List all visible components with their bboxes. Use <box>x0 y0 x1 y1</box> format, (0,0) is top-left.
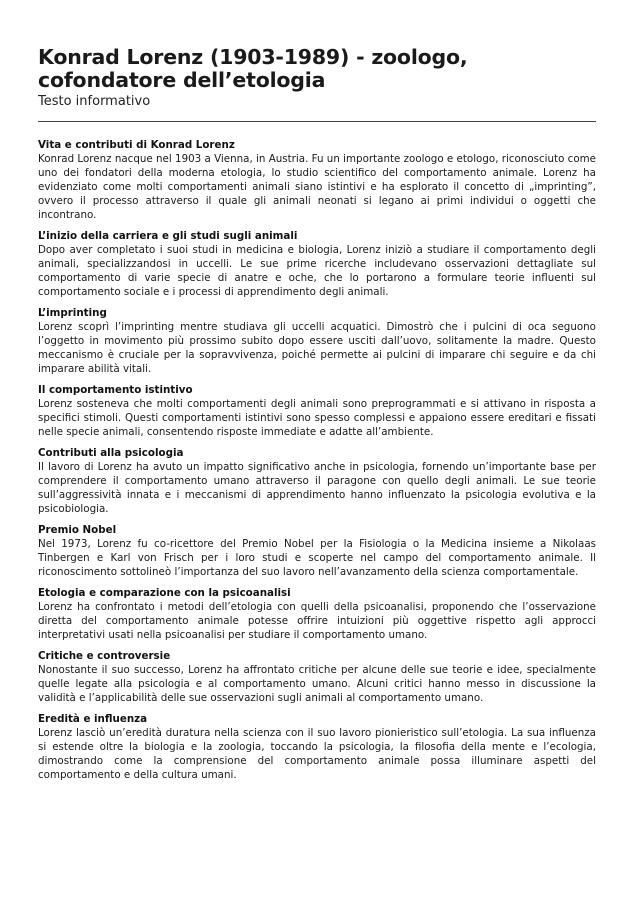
section-heading: Etologia e comparazione con la psicoanalisi <box>38 587 291 599</box>
section-eredita <box>38 712 596 782</box>
section-body: Lorenz ha confrontato i metodi dell’etologia con quelli della psicoanalisi, proponendo che l’osservazione diretta del comportamento animale potesse offrire intuizioni più oggettive rispetto agli approcci interpretativi usati nella psicoanalisi per studiare il comportamento umano. <box>38 601 596 641</box>
section-body: Lorenz scoprì l’imprinting mentre studiava gli uccelli acquatici. Dimostrò che i pulcini di oca seguono l’oggetto in movimento più prossimo subito dopo essere usciti dall’uovo, solitamente la madre. Questo meccanismo è cruciale per la sopravvivenza, poiché permette ai pulcini di imparare chi seguire e da chi imparare abilità vitali. <box>38 321 596 375</box>
section-heading: Contributi alla psicologia <box>38 447 184 459</box>
section-psicoanalisi <box>38 586 596 642</box>
section-heading: Premio Nobel <box>38 524 117 536</box>
section-psicologia <box>38 446 596 516</box>
document-page <box>38 46 596 789</box>
section-body: Nonostante il suo successo, Lorenz ha affrontato critiche per alcune delle sue teorie e idee, specialmente quelle legate alla psicologia e al comportamento umano. Alcuni critici hanno messo in discussione la validità e l’applicabilità delle sue osservazioni sugli animali al comportamento umano. <box>38 664 596 704</box>
section-inizio-carriera <box>38 229 596 299</box>
title-divider <box>38 121 596 122</box>
section-heading: Vita e contributi di Konrad Lorenz <box>38 139 235 151</box>
section-body: Dopo aver completato i suoi studi in medicina e biologia, Lorenz iniziò a studiare il comportamento degli animali, specializzandosi in uccelli. Le sue prime ricerche includevano osservazioni dettagliate sul comportamento di varie specie di anatre e oche, che lo portarono a formulare teorie influenti sul comportamento sociale e i processi di apprendimento degli animali. <box>38 244 596 298</box>
section-body: Lorenz sosteneva che molti comportamenti degli animali sono preprogrammati e si attivano in risposta a specifici stimoli. Questi comportamenti istintivi sono spesso complessi e appaiono essere ereditari e fissati nelle specie animali, consentendo risposte immediate e adatte all’ambiente. <box>38 398 596 438</box>
document-title: Konrad Lorenz (1903-1989) - zoologo, cofondatore dell’etologia <box>38 45 468 92</box>
section-body: Lorenz lasciò un’eredità duratura nella scienza con il suo lavoro pionieristico sull’etologia. La sua influenza si estende oltre la biologia e la zoologia, toccando la psicologia, la filosofia della mente e l’ecologia, dimostrando come la comprensione del comportamento animale possa illuminare aspetti del comportamento e della cultura umani. <box>38 727 596 781</box>
section-premio-nobel <box>38 523 596 579</box>
section-heading: L’inizio della carriera e gli studi sugli animali <box>38 230 298 242</box>
section-vita <box>38 138 596 222</box>
section-body: Nel 1973, Lorenz fu co-ricettore del Premio Nobel per la Fisiologia o la Medicina insieme a Nikolaas Tinbergen e Karl von Frisch per i loro studi e scoperte nel campo del comportamento animale. Il riconoscimento sottolineò l’importanza del suo lavoro nell’avanzamento della scienza comportamentale. <box>38 538 596 578</box>
section-heading: Il comportamento istintivo <box>38 384 193 396</box>
section-heading: L’imprinting <box>38 307 107 319</box>
section-heading: Eredità e influenza <box>38 713 148 725</box>
section-body: Konrad Lorenz nacque nel 1903 a Vienna, in Austria. Fu un importante zoologo e etologo, riconosciuto come uno dei fondatori della moderna etologia, lo studio scientifico del comportamento animale. Lorenz ha evidenziato come molti comportamenti animali siano istintivi e ha esplorato il concetto di „imprinting”, ovvero il processo attraverso il quale gli animali neonati si legano ai primi individui o oggetti che incontrano. <box>38 153 596 221</box>
section-body: Il lavoro di Lorenz ha avuto un impatto significativo anche in psicologia, fornendo un’importante base per comprendere il comportamento umano attraverso il paragone con quello degli animali. Le sue teorie sull’aggressività innata e i meccanismi di apprendimento hanno influenzato la psicologia evolutiva e la psicobiologia. <box>38 461 596 515</box>
section-imprinting <box>38 306 596 376</box>
section-critiche <box>38 649 596 705</box>
section-comportamento-istintivo <box>38 383 596 439</box>
document-subtitle: Testo informativo <box>38 94 151 109</box>
section-heading: Critiche e controversie <box>38 650 171 662</box>
